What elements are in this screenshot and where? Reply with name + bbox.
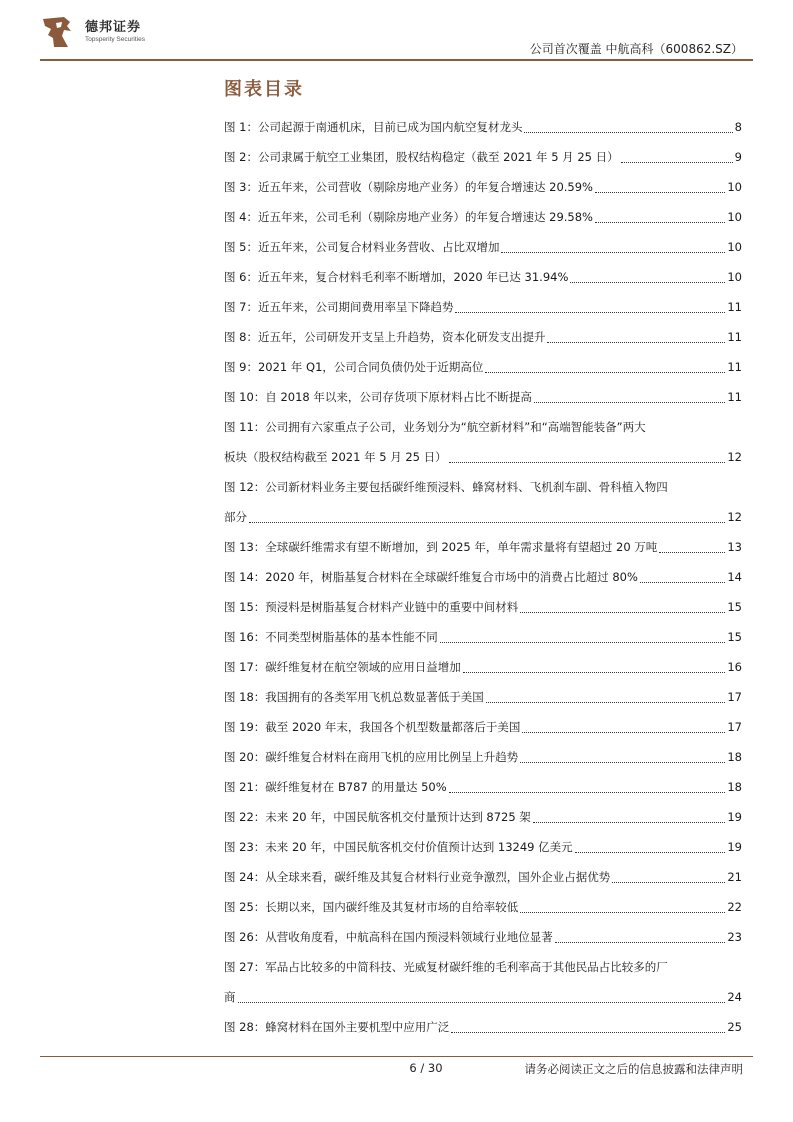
toc-entry-page: 8 [734,120,742,134]
toc-entry-row [224,652,742,682]
toc-entry-text: 商 [224,990,236,1004]
toc-entry[interactable] [224,712,742,742]
toc-entry-page: 19 [727,840,742,854]
toc-entry-row [224,892,742,922]
toc-entry-page: 10 [727,210,742,224]
toc-entry[interactable] [224,472,742,532]
dot-leader [533,822,726,823]
toc-entry-text: 图 20：碳纤维复合材料在商用飞机的应用比例呈上升趋势 [224,750,519,764]
toc-entry-row [224,352,742,382]
toc-entry-page: 25 [727,1020,742,1034]
toc-entry-text: 图 25：长期以来，国内碳纤维及其复材市场的自给率较低 [224,900,519,914]
dot-leader [612,882,725,883]
dot-leader [501,252,725,253]
toc-entry-row [224,322,742,352]
dot-leader [520,612,725,613]
dot-leader [534,402,725,403]
toc-entry[interactable] [224,562,742,592]
toc-entry-page: 13 [727,540,742,554]
toc-entry[interactable] [224,952,742,1012]
logo-mark-icon [40,14,76,50]
dot-leader [485,372,725,373]
toc-entry-page: 11 [727,330,742,344]
dot-leader [520,762,725,763]
dot-leader [440,642,726,643]
toc-entry-text: 图 8：近五年，公司研发开支呈上升趋势，资本化研发支出提升 [224,330,546,344]
logo-text-en: Topsperity Securities [85,36,145,43]
toc-entry[interactable] [224,292,742,322]
toc-entry-row [224,172,742,202]
dot-leader [659,552,725,553]
toc-entry-row [224,802,742,832]
dot-leader [486,702,726,703]
toc-entry-text: 图 13：全球碳纤维需求有望不断增加，到 2025 年，单年需求量将有望超过 20 万吨 [224,540,658,554]
toc-entry-row [224,262,742,292]
dot-leader [451,1032,725,1033]
toc-entry-page: 22 [727,900,742,914]
toc-entry-text: 图 5：近五年来，公司复合材料业务营收、占比双增加 [224,240,500,254]
toc-entry-page: 11 [727,360,742,374]
toc-entry-row [224,832,742,862]
toc-entry-row [224,562,742,592]
toc-entry[interactable] [224,892,742,922]
toc-entry[interactable] [224,412,742,472]
toc-entry-text: 图 3：近五年来，公司营收（剔除房地产业务）的年复合增速达 20.59% [224,180,593,194]
toc-entry-row [224,142,742,172]
toc-entry[interactable] [224,682,742,712]
toc-list [224,112,742,1042]
disclaimer: 请务必阅读正文之后的信息披露和法律声明 [524,1062,743,1076]
toc-entry-page: 21 [727,870,742,884]
toc-entry[interactable] [224,352,742,382]
dot-leader [463,672,726,673]
toc-entry-page: 12 [727,510,742,524]
toc-entry-text-line1: 图 11：公司拥有六家重点子公司，业务划分为“航空新材料”和“高端智能装备”两大 [224,420,646,434]
toc-entry[interactable] [224,652,742,682]
toc-entry[interactable] [224,262,742,292]
toc-entry-page: 16 [727,660,742,674]
dot-leader [621,162,733,163]
toc-entry[interactable] [224,922,742,952]
toc-entry[interactable] [224,832,742,862]
toc-entry-text: 图 23：未来 20 年，中国民航客机交付价值预计达到 13249 亿美元 [224,840,573,854]
toc-entry-page: 10 [727,240,742,254]
toc-entry-page: 15 [727,630,742,644]
toc-entry-text: 图 2：公司隶属于航空工业集团，股权结构稳定（截至 2021 年 5 月 25 日） [224,150,619,164]
toc-entry-text: 图 6：近五年来，复合材料毛利率不断增加，2020 年已达 31.94% [224,270,569,284]
toc-entry[interactable] [224,202,742,232]
dot-leader [595,192,725,193]
toc-entry-text: 部分 [224,510,247,524]
dot-leader [570,282,725,283]
logo-text-cn: 德邦证券 [85,20,142,35]
toc-entry-row [224,292,742,322]
dot-leader [238,1002,726,1003]
company-logo [40,12,180,52]
toc-entry-page: 10 [727,270,742,284]
toc-entry-text: 图 26：从营收角度看，中航高科在国内预浸料领域行业地位显著 [224,930,553,944]
toc-entry-page: 14 [727,570,742,584]
toc-entry[interactable] [224,622,742,652]
dot-leader [455,312,725,313]
toc-entry-text-line1: 图 27：军品占比较多的中简科技、光威复材碳纤维的毛利率高于其他民品占比较多的厂 [224,960,668,974]
toc-entry-page: 18 [727,750,742,764]
toc-entry-row [224,502,742,532]
toc-entry-text: 图 28：蜂窝材料在国外主要机型中应用广泛 [224,1020,450,1034]
footer-divider [40,1056,753,1057]
toc-entry-page: 24 [727,990,742,1004]
dot-leader [575,852,726,853]
dot-leader [522,732,725,733]
toc-entry[interactable] [224,772,742,802]
toc-entry-text: 图 14：2020 年，树脂基复合材料在全球碳纤维复合市场中的消费占比超过 80% [224,570,638,584]
toc-entry-text: 图 7：近五年来，公司期间费用率呈下降趋势 [224,300,454,314]
toc-entry-row [224,532,742,562]
toc-entry-text: 图 19：截至 2020 年末，我国各个机型数量都落后于美国 [224,720,521,734]
toc-entry-page: 9 [734,150,742,164]
toc-entry-text: 图 21：碳纤维复材在 B787 的用量达 50% [224,780,447,794]
toc-entry[interactable] [224,172,742,202]
toc-entry-page: 23 [727,930,742,944]
dot-leader [249,522,725,523]
toc-entry[interactable] [224,232,742,262]
dot-leader [449,462,726,463]
toc-entry-page: 17 [727,690,742,704]
toc-entry-page: 17 [727,720,742,734]
toc-entry-text: 图 9：2021 年 Q1，公司合同负债仍处于近期高位 [224,360,484,374]
toc-entry[interactable] [224,742,742,772]
toc-entry-row [224,862,742,892]
dot-leader [449,792,726,793]
toc-entry-text: 图 17：碳纤维复材在航空领域的应用日益增加 [224,660,461,674]
toc-entry-row [224,232,742,262]
toc-entry-text: 图 10：自 2018 年以来，公司存货项下原材料占比不断提高 [224,390,532,404]
toc-entry-row [224,202,742,232]
toc-entry-page: 11 [727,300,742,314]
toc-entry[interactable] [224,1012,742,1042]
toc-entry-row [224,982,742,1012]
toc-entry-text: 图 1：公司起源于南通机床，目前已成为国内航空复材龙头 [224,120,523,134]
toc-entry-page: 11 [727,390,742,404]
toc-entry-row [224,382,742,412]
toc-entry-row [224,772,742,802]
toc-entry[interactable] [224,532,742,562]
toc-entry-page: 12 [727,450,742,464]
toc-entry-text: 图 18：我国拥有的各类军用飞机总数显著低于美国 [224,690,484,704]
toc-entry-text: 图 24：从全球来看，碳纤维及其复合材料行业竞争激烈，国外企业占据优势 [224,870,611,884]
header-divider [40,59,753,61]
dot-leader [555,942,726,943]
toc-entry-page: 10 [727,180,742,194]
toc-entry-text: 图 4：近五年来，公司毛利（剔除房地产业务）的年复合增速达 29.58% [224,210,593,224]
dot-leader [547,342,725,343]
dot-leader [595,222,725,223]
page-number: 6 / 30 [409,1061,443,1075]
toc-entry-row [224,922,742,952]
toc-entry-row [224,742,742,772]
toc-entry-row [224,682,742,712]
toc-entry-row [224,712,742,742]
toc-entry-text: 板块（股权结构截至 2021 年 5 月 25 日） [224,450,447,464]
toc-entry-page: 15 [727,600,742,614]
toc-entry-text-line1: 图 12：公司新材料业务主要包括碳纤维预浸料、蜂窝材料、飞机刹车副、骨科植入物四 [224,480,668,494]
page-header [0,0,793,64]
toc-entry[interactable] [224,112,742,142]
toc-entry[interactable] [224,592,742,622]
toc-entry-page: 19 [727,810,742,824]
toc-entry-row [224,622,742,652]
toc-entry[interactable] [224,862,742,892]
toc-entry-row [224,1012,742,1042]
toc-entry-text: 图 16：不同类型树脂基体的基本性能不同 [224,630,438,644]
toc-entry[interactable] [224,142,742,172]
dot-leader [520,912,725,913]
dot-leader [524,132,732,133]
dot-leader [640,582,725,583]
toc-entry[interactable] [224,382,742,412]
toc-entry-row [224,112,742,142]
toc-entry[interactable] [224,802,742,832]
toc-entry-page: 18 [727,780,742,794]
report-title: 公司首次覆盖 中航高科（600862.SZ） [529,42,743,56]
toc-entry-text: 图 22：未来 20 年，中国民航客机交付量预计达到 8725 架 [224,810,531,824]
toc-entry-row [224,442,742,472]
toc-entry-row [224,592,742,622]
toc-entry[interactable] [224,322,742,352]
toc-entry-text: 图 15：预浸料是树脂基复合材料产业链中的重要中间材料 [224,600,519,614]
toc-title: 图表目录 [224,79,304,100]
